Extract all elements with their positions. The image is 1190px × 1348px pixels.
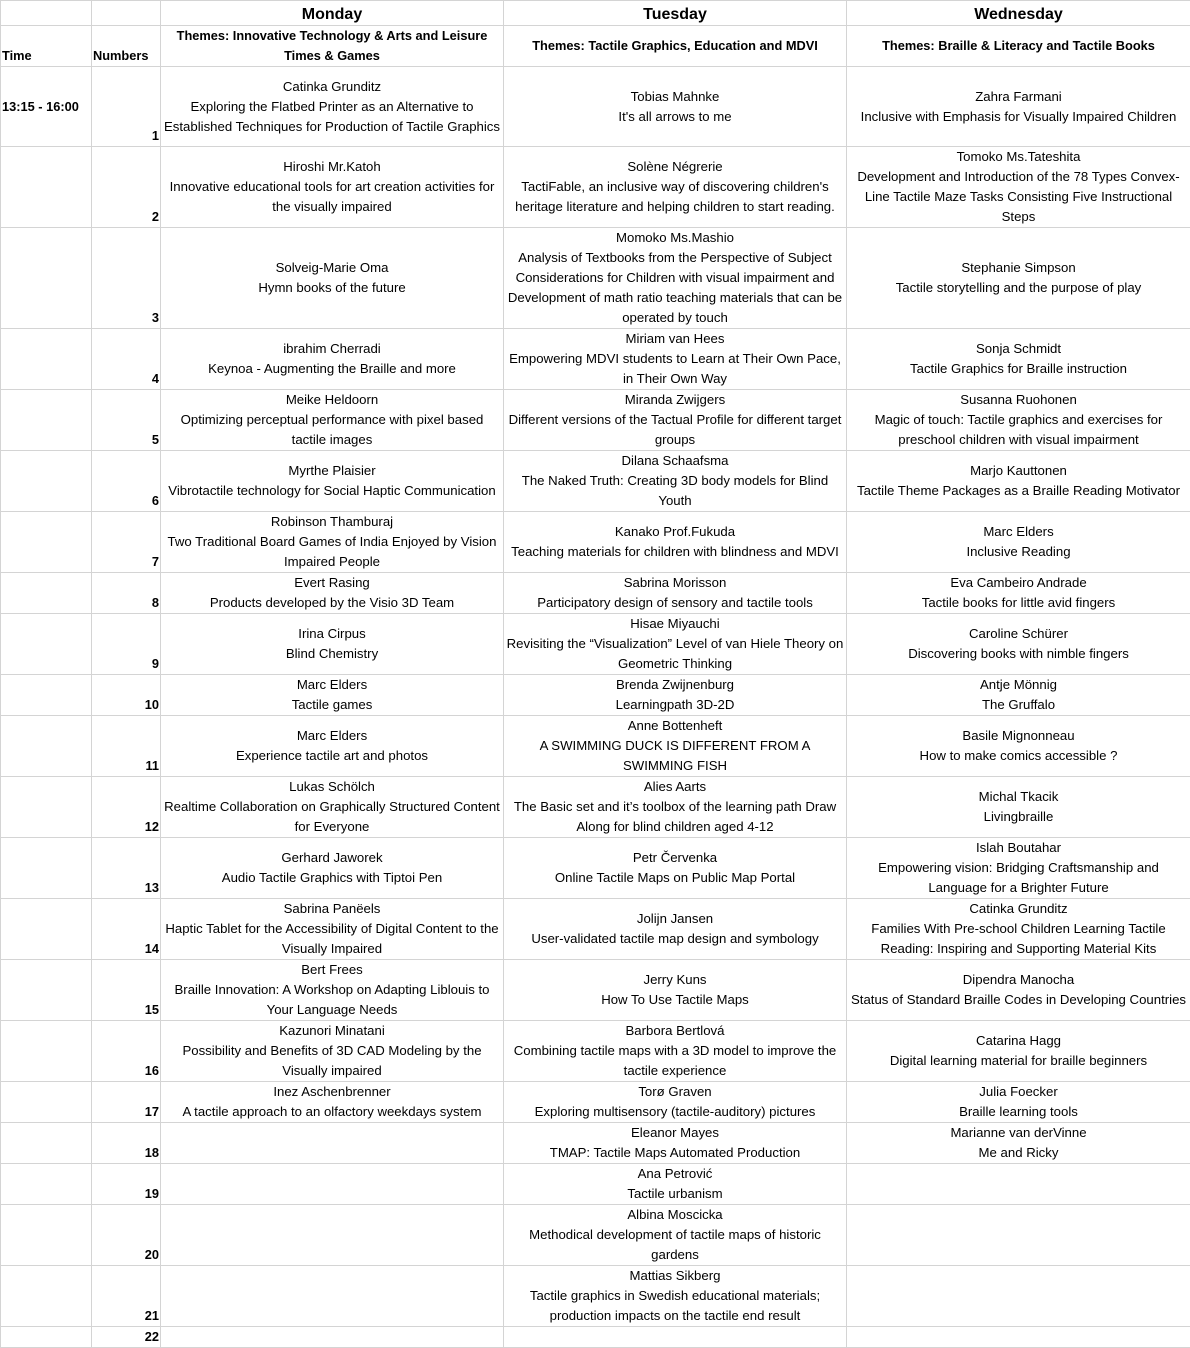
number-cell[interactable]: 18 bbox=[92, 1123, 161, 1164]
number-cell[interactable]: 1 bbox=[92, 67, 161, 147]
session-title: Teaching materials for children with blindness and MDVI bbox=[505, 542, 845, 562]
session-cell-mon[interactable] bbox=[161, 1266, 504, 1327]
speaker-name: Solveig-Marie Oma bbox=[162, 258, 502, 278]
speaker-name: Jerry Kuns bbox=[505, 970, 845, 990]
speaker-name: Meike Heldoorn bbox=[162, 390, 502, 410]
session-cell-mon[interactable] bbox=[161, 147, 504, 228]
speaker-name: Jolijn Jansen bbox=[505, 909, 845, 929]
number-cell[interactable]: 7 bbox=[92, 512, 161, 573]
number-cell[interactable]: 4 bbox=[92, 329, 161, 390]
theme-tuesday[interactable]: Themes: Tactile Graphics, Education and MDVI bbox=[504, 26, 847, 67]
time-cell[interactable] bbox=[1, 390, 92, 451]
session-cell-tue[interactable] bbox=[504, 1021, 847, 1082]
session-cell-tue[interactable] bbox=[504, 899, 847, 960]
day-header-row bbox=[1, 1, 1190, 26]
day-tuesday[interactable]: Tuesday bbox=[504, 1, 847, 26]
number-cell[interactable]: 3 bbox=[92, 228, 161, 329]
time-cell[interactable] bbox=[1, 960, 92, 1021]
session-title: Digital learning material for braille beginners bbox=[848, 1051, 1189, 1071]
speaker-name: Eleanor Mayes bbox=[505, 1123, 845, 1143]
session-title: The Gruffalo bbox=[848, 695, 1189, 715]
session-title: How To Use Tactile Maps bbox=[505, 990, 845, 1010]
time-cell[interactable]: 13:15 - 16:00 bbox=[1, 67, 92, 147]
time-cell[interactable] bbox=[1, 329, 92, 390]
time-cell[interactable] bbox=[1, 1164, 92, 1205]
blank-cell[interactable] bbox=[92, 1, 161, 26]
number-cell[interactable]: 12 bbox=[92, 777, 161, 838]
session-cell-wed[interactable] bbox=[847, 838, 1190, 899]
session-cell-mon[interactable] bbox=[161, 451, 504, 512]
session-cell-wed[interactable] bbox=[847, 1123, 1190, 1164]
session-cell-mon[interactable] bbox=[161, 329, 504, 390]
session-cell-tue[interactable] bbox=[504, 228, 847, 329]
time-cell[interactable] bbox=[1, 228, 92, 329]
speaker-name: Sabrina Panëels bbox=[162, 899, 502, 919]
session-title: Learningpath 3D-2D bbox=[505, 695, 845, 715]
speaker-name: Marc Elders bbox=[162, 675, 502, 695]
session-title: Analysis of Textbooks from the Perspective of Subject Considerations for Children with visual impairment and Development of math ratio teaching materials that can be operated by touch bbox=[505, 248, 845, 328]
speaker-name: Michal Tkacik bbox=[848, 787, 1189, 807]
session-title: TMAP: Tactile Maps Automated Production bbox=[505, 1143, 845, 1163]
speaker-name: Barbora Bertlová bbox=[505, 1021, 845, 1041]
theme-monday[interactable]: Themes: Innovative Technology & Arts and Leisure Times & Games bbox=[161, 26, 504, 67]
time-cell[interactable] bbox=[1, 777, 92, 838]
theme-wednesday[interactable]: Themes: Braille & Literacy and Tactile Books bbox=[847, 26, 1190, 67]
time-column-header[interactable]: Time bbox=[1, 26, 92, 67]
speaker-name: ibrahim Cherradi bbox=[162, 339, 502, 359]
table-row bbox=[1, 329, 1190, 390]
session-cell-mon[interactable] bbox=[161, 777, 504, 838]
table-row bbox=[1, 1327, 1190, 1348]
time-cell[interactable] bbox=[1, 573, 92, 614]
speaker-name: Momoko Ms.Mashio bbox=[505, 228, 845, 248]
session-title: Products developed by the Visio 3D Team bbox=[162, 593, 502, 613]
session-cell-wed[interactable] bbox=[847, 960, 1190, 1021]
number-cell[interactable]: 5 bbox=[92, 390, 161, 451]
session-cell-mon[interactable] bbox=[161, 573, 504, 614]
number-cell[interactable]: 21 bbox=[92, 1266, 161, 1327]
session-title: Possibility and Benefits of 3D CAD Modeling by the Visually impaired bbox=[162, 1041, 502, 1081]
session-cell-mon[interactable] bbox=[161, 228, 504, 329]
number-cell[interactable]: 15 bbox=[92, 960, 161, 1021]
number-cell[interactable]: 10 bbox=[92, 675, 161, 716]
session-cell-wed[interactable] bbox=[847, 451, 1190, 512]
speaker-name: Marjo Kauttonen bbox=[848, 461, 1189, 481]
speaker-name: Catarina Hagg bbox=[848, 1031, 1189, 1051]
session-cell-wed[interactable] bbox=[847, 67, 1190, 147]
session-cell-tue[interactable] bbox=[504, 838, 847, 899]
theme-header-row bbox=[1, 26, 1190, 67]
session-title: A tactile approach to an olfactory weekdays system bbox=[162, 1102, 502, 1122]
speaker-name: Ana Petrović bbox=[505, 1164, 845, 1184]
speaker-name: Dipendra Manocha bbox=[848, 970, 1189, 990]
session-cell-tue[interactable] bbox=[504, 777, 847, 838]
speaker-name: Solène Négrerie bbox=[505, 157, 845, 177]
session-cell-tue[interactable] bbox=[504, 451, 847, 512]
session-cell-wed[interactable] bbox=[847, 512, 1190, 573]
session-title: Families With Pre-school Children Learning Tactile Reading: Inspiring and Supporting Material Kits bbox=[848, 919, 1189, 959]
time-cell[interactable] bbox=[1, 1266, 92, 1327]
speaker-name: Mattias Sikberg bbox=[505, 1266, 845, 1286]
session-title: A SWIMMING DUCK IS DIFFERENT FROM A SWIMMING FISH bbox=[505, 736, 845, 776]
session-cell-wed[interactable] bbox=[847, 329, 1190, 390]
time-cell[interactable] bbox=[1, 451, 92, 512]
speaker-name: Catinka Grunditz bbox=[162, 77, 502, 97]
speaker-name: Tomoko Ms.Tateshita bbox=[848, 147, 1189, 167]
table-row bbox=[1, 614, 1190, 675]
speaker-name: Kanako Prof.Fukuda bbox=[505, 522, 845, 542]
number-cell[interactable]: 22 bbox=[92, 1327, 161, 1348]
time-cell[interactable] bbox=[1, 1082, 92, 1123]
number-cell[interactable]: 6 bbox=[92, 451, 161, 512]
session-cell-wed[interactable] bbox=[847, 1266, 1190, 1327]
speaker-name: Brenda Zwijnenburg bbox=[505, 675, 845, 695]
session-title: Inclusive with Emphasis for Visually Impaired Children bbox=[848, 107, 1189, 127]
time-cell[interactable] bbox=[1, 1205, 92, 1266]
speaker-name: Tobias Mahnke bbox=[505, 87, 845, 107]
speaker-name: Hisae Miyauchi bbox=[505, 614, 845, 634]
speaker-name: Sonja Schmidt bbox=[848, 339, 1189, 359]
session-cell-tue[interactable] bbox=[504, 1266, 847, 1327]
session-title: Online Tactile Maps on Public Map Portal bbox=[505, 868, 845, 888]
speaker-name: Bert Frees bbox=[162, 960, 502, 980]
table-row bbox=[1, 1021, 1190, 1082]
session-cell-mon[interactable] bbox=[161, 1205, 504, 1266]
session-cell-mon[interactable] bbox=[161, 1164, 504, 1205]
number-cell[interactable]: 2 bbox=[92, 147, 161, 228]
session-cell-tue[interactable] bbox=[504, 614, 847, 675]
speaker-name: Anne Bottenheft bbox=[505, 716, 845, 736]
speaker-name: Stephanie Simpson bbox=[848, 258, 1189, 278]
day-wednesday[interactable]: Wednesday bbox=[847, 1, 1190, 26]
session-cell-tue[interactable] bbox=[504, 1082, 847, 1123]
session-cell-mon[interactable] bbox=[161, 960, 504, 1021]
table-row bbox=[1, 960, 1190, 1021]
time-cell[interactable] bbox=[1, 147, 92, 228]
session-title: Tactile Graphics for Braille instruction bbox=[848, 359, 1189, 379]
speaker-name: Islah Boutahar bbox=[848, 838, 1189, 858]
session-title: Exploring multisensory (tactile-auditory) pictures bbox=[505, 1102, 845, 1122]
session-title: Experience tactile art and photos bbox=[162, 746, 502, 766]
speaker-name: Marc Elders bbox=[848, 522, 1189, 542]
session-cell-mon[interactable] bbox=[161, 899, 504, 960]
session-cell-tue[interactable] bbox=[504, 1164, 847, 1205]
speaker-name: Evert Rasing bbox=[162, 573, 502, 593]
table-row bbox=[1, 1266, 1190, 1327]
speaker-name: Alies Aarts bbox=[505, 777, 845, 797]
table-row bbox=[1, 147, 1190, 228]
number-cell[interactable]: 9 bbox=[92, 614, 161, 675]
session-title: Realtime Collaboration on Graphically Structured Content for Everyone bbox=[162, 797, 502, 837]
session-cell-tue[interactable] bbox=[504, 1327, 847, 1348]
session-cell-tue[interactable] bbox=[504, 1205, 847, 1266]
table-row bbox=[1, 899, 1190, 960]
number-cell[interactable]: 16 bbox=[92, 1021, 161, 1082]
time-cell[interactable] bbox=[1, 1123, 92, 1164]
session-cell-tue[interactable] bbox=[504, 512, 847, 573]
speaker-name: Hiroshi Mr.Katoh bbox=[162, 157, 502, 177]
session-cell-tue[interactable] bbox=[504, 716, 847, 777]
session-cell-wed[interactable] bbox=[847, 228, 1190, 329]
session-title: The Basic set and it’s toolbox of the learning path Draw Along for blind children aged 4-12 bbox=[505, 797, 845, 837]
speaker-name: Basile Mignonneau bbox=[848, 726, 1189, 746]
session-cell-wed[interactable] bbox=[847, 716, 1190, 777]
session-title: Tactile graphics in Swedish educational materials; production impacts on the tactile end result bbox=[505, 1286, 845, 1326]
table-row bbox=[1, 777, 1190, 838]
session-title: Vibrotactile technology for Social Haptic Communication bbox=[162, 481, 502, 501]
number-cell[interactable]: 14 bbox=[92, 899, 161, 960]
speaker-name: Kazunori Minatani bbox=[162, 1021, 502, 1041]
number-cell[interactable]: 20 bbox=[92, 1205, 161, 1266]
table-row bbox=[1, 512, 1190, 573]
time-cell[interactable] bbox=[1, 838, 92, 899]
number-cell[interactable]: 19 bbox=[92, 1164, 161, 1205]
table-row bbox=[1, 451, 1190, 512]
speaker-name: Julia Foecker bbox=[848, 1082, 1189, 1102]
speaker-name: Eva Cambeiro Andrade bbox=[848, 573, 1189, 593]
number-cell[interactable]: 13 bbox=[92, 838, 161, 899]
session-cell-wed[interactable] bbox=[847, 1082, 1190, 1123]
session-title: It's all arrows to me bbox=[505, 107, 845, 127]
speaker-name: Zahra Farmani bbox=[848, 87, 1189, 107]
session-cell-wed[interactable] bbox=[847, 777, 1190, 838]
session-cell-mon[interactable] bbox=[161, 838, 504, 899]
speaker-name: Inez Aschenbrenner bbox=[162, 1082, 502, 1102]
session-cell-wed[interactable] bbox=[847, 1021, 1190, 1082]
session-title: Tactile storytelling and the purpose of play bbox=[848, 278, 1189, 298]
session-title: Keynoa - Augmenting the Braille and more bbox=[162, 359, 502, 379]
session-title: Exploring the Flatbed Printer as an Alternative to Established Techniques for Production of Tactile Graphics bbox=[162, 97, 502, 137]
session-title: Status of Standard Braille Codes in Developing Countries bbox=[848, 990, 1189, 1010]
table-row bbox=[1, 228, 1190, 329]
session-cell-tue[interactable] bbox=[504, 390, 847, 451]
speaker-name: Myrthe Plaisier bbox=[162, 461, 502, 481]
speaker-name: Dilana Schaafsma bbox=[505, 451, 845, 471]
speaker-name: Catinka Grunditz bbox=[848, 899, 1189, 919]
table-row bbox=[1, 1205, 1190, 1266]
session-title: Tactile books for little avid fingers bbox=[848, 593, 1189, 613]
session-cell-wed[interactable] bbox=[847, 614, 1190, 675]
table-row bbox=[1, 1082, 1190, 1123]
session-title: Tactile games bbox=[162, 695, 502, 715]
session-cell-wed[interactable] bbox=[847, 1164, 1190, 1205]
session-cell-mon[interactable] bbox=[161, 390, 504, 451]
speaker-name: Susanna Ruohonen bbox=[848, 390, 1189, 410]
session-title: Haptic Tablet for the Accessibility of Digital Content to the Visually Impaired bbox=[162, 919, 502, 959]
speaker-name: Lukas Schölch bbox=[162, 777, 502, 797]
session-cell-tue[interactable] bbox=[504, 960, 847, 1021]
session-title: Braille learning tools bbox=[848, 1102, 1189, 1122]
session-title: Empowering vision: Bridging Craftsmanship and Language for a Brighter Future bbox=[848, 858, 1189, 898]
session-title: Inclusive Reading bbox=[848, 542, 1189, 562]
speaker-name: Sabrina Morisson bbox=[505, 573, 845, 593]
number-cell[interactable]: 8 bbox=[92, 573, 161, 614]
session-cell-wed[interactable] bbox=[847, 1205, 1190, 1266]
session-title: Tactile urbanism bbox=[505, 1184, 845, 1204]
session-title: How to make comics accessible ? bbox=[848, 746, 1189, 766]
session-cell-wed[interactable] bbox=[847, 675, 1190, 716]
speaker-name: Marianne van derVinne bbox=[848, 1123, 1189, 1143]
session-cell-mon[interactable] bbox=[161, 675, 504, 716]
speaker-name: Miriam van Hees bbox=[505, 329, 845, 349]
time-cell[interactable] bbox=[1, 512, 92, 573]
session-cell-mon[interactable] bbox=[161, 614, 504, 675]
session-title: TactiFable, an inclusive way of discovering children's heritage literature and helping children to start reading. bbox=[505, 177, 845, 217]
session-cell-wed[interactable] bbox=[847, 390, 1190, 451]
session-title: Optimizing perceptual performance with pixel based tactile images bbox=[162, 410, 502, 450]
speaker-name: Torø Graven bbox=[505, 1082, 845, 1102]
day-monday[interactable]: Monday bbox=[161, 1, 504, 26]
session-cell-mon[interactable] bbox=[161, 716, 504, 777]
speaker-name: Caroline Schürer bbox=[848, 624, 1189, 644]
session-title: User-validated tactile map design and symbology bbox=[505, 929, 845, 949]
session-rows bbox=[1, 67, 1190, 1348]
session-cell-wed[interactable] bbox=[847, 573, 1190, 614]
session-cell-wed[interactable] bbox=[847, 1327, 1190, 1348]
session-title: Livingbraille bbox=[848, 807, 1189, 827]
numbers-column-header[interactable]: Numbers bbox=[92, 26, 161, 67]
number-cell[interactable]: 11 bbox=[92, 716, 161, 777]
speaker-name: Miranda Zwijgers bbox=[505, 390, 845, 410]
time-cell[interactable] bbox=[1, 614, 92, 675]
session-title: Development and Introduction of the 78 Types Convex-Line Tactile Maze Tasks Consisting Five Instructional Steps bbox=[848, 167, 1189, 227]
speaker-name: Albina Moscicka bbox=[505, 1205, 845, 1225]
speaker-name: Robinson Thamburaj bbox=[162, 512, 502, 532]
session-cell-tue[interactable] bbox=[504, 675, 847, 716]
speaker-name: Marc Elders bbox=[162, 726, 502, 746]
blank-cell[interactable] bbox=[1, 1, 92, 26]
session-title: Revisiting the “Visualization” Level of van Hiele Theory on Geometric Thinking bbox=[505, 634, 845, 674]
session-title: Combining tactile maps with a 3D model to improve the tactile experience bbox=[505, 1041, 845, 1081]
speaker-name: Irina Cirpus bbox=[162, 624, 502, 644]
session-cell-mon[interactable] bbox=[161, 1021, 504, 1082]
session-cell-mon[interactable] bbox=[161, 67, 504, 147]
table-row bbox=[1, 1123, 1190, 1164]
session-cell-tue[interactable] bbox=[504, 573, 847, 614]
number-cell[interactable]: 17 bbox=[92, 1082, 161, 1123]
session-title: Methodical development of tactile maps of historic gardens bbox=[505, 1225, 845, 1265]
speaker-name: Gerhard Jaworek bbox=[162, 848, 502, 868]
session-title: Different versions of the Tactual Profile for different target groups bbox=[505, 410, 845, 450]
time-cell[interactable] bbox=[1, 716, 92, 777]
session-cell-wed[interactable] bbox=[847, 899, 1190, 960]
time-cell[interactable] bbox=[1, 675, 92, 716]
session-title: Me and Ricky bbox=[848, 1143, 1189, 1163]
session-title: Tactile Theme Packages as a Braille Reading Motivator bbox=[848, 481, 1189, 501]
session-cell-tue[interactable] bbox=[504, 1123, 847, 1164]
session-cell-mon[interactable] bbox=[161, 1123, 504, 1164]
table-row bbox=[1, 716, 1190, 777]
session-title: Blind Chemistry bbox=[162, 644, 502, 664]
time-cell[interactable] bbox=[1, 1021, 92, 1082]
session-cell-tue[interactable] bbox=[504, 147, 847, 228]
speaker-name: Petr Červenka bbox=[505, 848, 845, 868]
table-row bbox=[1, 675, 1190, 716]
time-cell[interactable] bbox=[1, 1327, 92, 1348]
session-cell-mon[interactable] bbox=[161, 1327, 504, 1348]
time-cell[interactable] bbox=[1, 899, 92, 960]
session-cell-wed[interactable] bbox=[847, 147, 1190, 228]
session-cell-mon[interactable] bbox=[161, 1082, 504, 1123]
speaker-name: Antje Mönnig bbox=[848, 675, 1189, 695]
session-title: Discovering books with nimble fingers bbox=[848, 644, 1189, 664]
session-title: Magic of touch: Tactile graphics and exercises for preschool children with visual impairment bbox=[848, 410, 1189, 450]
session-title: Hymn books of the future bbox=[162, 278, 502, 298]
session-title: Empowering MDVI students to Learn at Their Own Pace, in Their Own Way bbox=[505, 349, 845, 389]
session-cell-tue[interactable] bbox=[504, 329, 847, 390]
table-row bbox=[1, 1164, 1190, 1205]
session-title: The Naked Truth: Creating 3D body models for Blind Youth bbox=[505, 471, 845, 511]
session-cell-mon[interactable] bbox=[161, 512, 504, 573]
session-title: Audio Tactile Graphics with Tiptoi Pen bbox=[162, 868, 502, 888]
table-row bbox=[1, 573, 1190, 614]
table-row bbox=[1, 390, 1190, 451]
session-cell-tue[interactable] bbox=[504, 67, 847, 147]
session-title: Participatory design of sensory and tactile tools bbox=[505, 593, 845, 613]
table-row bbox=[1, 67, 1190, 147]
session-title: Two Traditional Board Games of India Enjoyed by Vision Impaired People bbox=[162, 532, 502, 572]
session-title: Braille Innovation: A Workshop on Adapting Liblouis to Your Language Needs bbox=[162, 980, 502, 1020]
session-title: Innovative educational tools for art creation activities for the visually impaired bbox=[162, 177, 502, 217]
table-row bbox=[1, 838, 1190, 899]
